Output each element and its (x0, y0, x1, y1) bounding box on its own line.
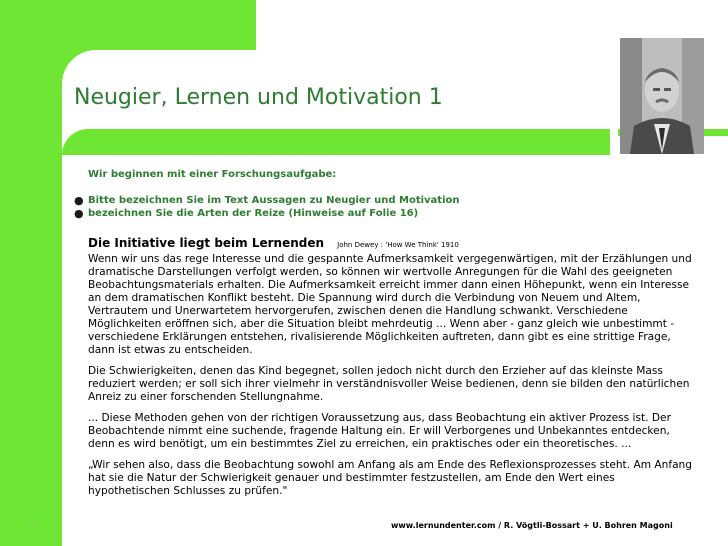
quote-body (88, 253, 692, 506)
footer-credits: www.lernundenter.com / R. Vögtli-Bossart + U. Bohren Magoni (391, 521, 673, 530)
portrait-photo (620, 38, 704, 154)
section-heading-text: Die Initiative liegt beim Lernenden (88, 236, 325, 250)
portrait-image (620, 38, 704, 154)
section-heading (88, 232, 459, 251)
slide-title: Neugier, Lernen und Motivation 1 (74, 85, 443, 110)
quote-paragraph: Wenn wir uns das rege Interesse und die gespannte Aufmerksamkeit vergegenwärtigen, mit der Erzählungen und dramatische Darstellungen verfolgt werden, so können wir wertvolle Anregungen für die Wahl des geeigneten Beobachtungsmaterials erhalten. Die Aufmerksamkeit erreicht immer dann einen Höhepunkt, wenn ein Interesse an dem dramatischen Konflikt besteht. Die Spannung wird durch die Verbindung von Neuem und Altem, Vertrautem und Unerwartetem hervorgerufen, zwischen denen die Handlung schwankt. Verschiedene Möglichkeiten eröffnen sich, aber die Situation bleibt mehrdeutig ... Wenn aber - ganz gleich wie unbestimmt - verschiedene Erklärungen entstehen, rivalisierende Möglichkeiten auftreten, dann gibt es eine strittige Frage, dann ist etwas zu entscheiden. (88, 253, 692, 356)
bullet-dot-icon: ● (74, 194, 84, 207)
intro-text: Wir beginnen mit einer Forschungsaufgabe: (88, 169, 337, 180)
quote-paragraph: „Wir sehen also, dass die Beobachtung sowohl am Anfang als am Ende des Reflexionsprozesses steht. Am Anfang hat sie die Natur der Schwierigkeit genauer und bestimmter festzustellen, am Ende den Wert eines hypothetischen Schlusses zu prüfen." (88, 459, 692, 497)
quote-paragraph: Die Schwierigkeiten, denen das Kind begegnet, sollen jedoch nicht durch den Erzieher auf das kleinste Mass reduziert werden; er soll sich ihrer vielmehr in verständnisvoller Weise bedienen, denn sie bilden den natürlichen Anreiz zu einer forschenden Stellungnahme. (88, 365, 690, 403)
bullet-item (74, 194, 460, 207)
bullet-text: Bitte bezeichnen Sie im Text Aussagen zu Neugier und Motivation (88, 195, 460, 206)
quote-paragraph: ... Diese Methoden gehen von der richtigen Voraussetzung aus, dass Beobachtung ein aktiver Prozess ist. Der Beobachtende nimmt eine suchende, fragende Haltung ein. Er will Verborgenes und Unbekanntes entdecken, denn es wird benötigt, um ein bestimmtes Ziel zu erreichen, ein praktisches oder ein theoretisches. ... (88, 412, 671, 450)
bullet-dot-icon: ● (74, 207, 84, 220)
task-bullet-list (74, 194, 460, 220)
page-number: 17 (26, 522, 37, 531)
title-underline-band (62, 129, 610, 155)
bullet-text: bezeichnen Sie die Arten der Reize (Hinweise auf Folie 16) (88, 208, 419, 219)
citation: John Dewey : 'How We Think' 1910 (337, 241, 459, 249)
bullet-item (74, 207, 460, 220)
